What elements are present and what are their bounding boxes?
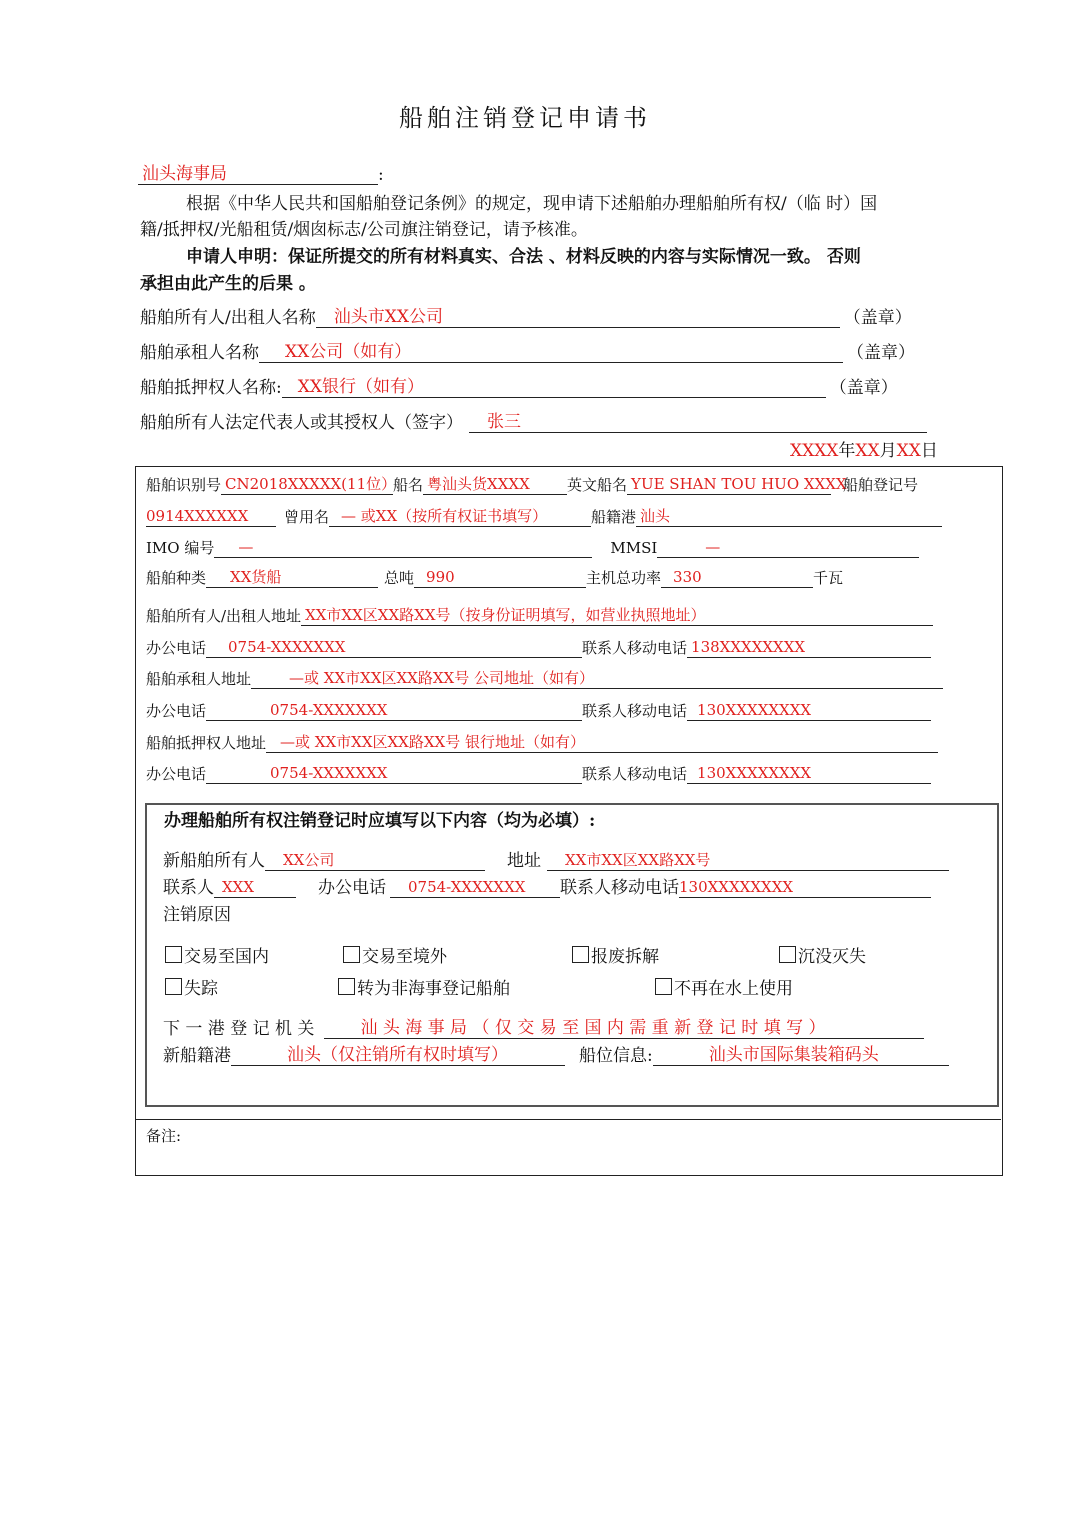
ship-type-label: 船舶种类 — [146, 569, 207, 587]
ship-row-8 — [146, 699, 931, 721]
ship-id-label: 船舶识别号 — [146, 476, 222, 494]
checkbox-icon[interactable] — [655, 978, 672, 995]
party-owner-field[interactable]: 汕头市XX公司 — [316, 306, 840, 328]
checkbox-icon[interactable] — [165, 946, 182, 963]
imo-field[interactable]: — — [214, 536, 592, 558]
new-owner-address-label: 地址 — [507, 851, 541, 871]
date-day[interactable]: XX — [896, 441, 921, 461]
party-lessee-label: 船舶承租人名称 — [140, 343, 259, 363]
ship-row-10 — [146, 762, 931, 784]
berth-label: 船位信息: — [579, 1046, 653, 1066]
ship-row-1 — [146, 473, 918, 495]
month-label: 月 — [879, 441, 897, 461]
reason-non-maritime[interactable] — [338, 974, 510, 999]
reason-trade-overseas[interactable] — [343, 942, 447, 967]
ship-id-field[interactable]: CN2018XXXXX(11位） — [221, 473, 393, 495]
year-label: 年 — [838, 441, 856, 461]
mmsi-field[interactable]: — — [657, 536, 919, 558]
reason-option-label: 不再在水上使用 — [674, 979, 793, 999]
lessee-tel-label: 办公电话 — [146, 702, 207, 720]
lessee-address-field[interactable]: —或 XX市XX区XX路XX号 公司地址（如有） — [251, 667, 943, 689]
owner-mobile-field[interactable]: 138XXXXXXXX — [687, 636, 931, 658]
reg-port-label: 船籍港 — [591, 508, 637, 526]
owner-tel-label: 办公电话 — [146, 639, 207, 657]
party-mortgagee-field[interactable]: XX银行（如有） — [282, 376, 826, 398]
ship-reg-field[interactable]: 0914XXXXXX — [146, 505, 276, 527]
mortgagee-mobile-label: 联系人移动电话 — [582, 765, 688, 783]
party-signatory-field[interactable]: 张三 — [469, 411, 927, 433]
ship-row-9 — [146, 731, 938, 753]
new-owner-address-field[interactable]: XX市XX区XX路XX号 — [547, 849, 949, 871]
new-owner-field[interactable]: XX公司 — [265, 849, 485, 871]
contact-label: 联系人 — [163, 878, 214, 898]
former-name-field[interactable]: — 或XX（按所有权证书填写） — [329, 505, 591, 527]
declaration-line-1: 申请人申明：保证所提交的所有材料真实、合法 、材料反映的内容与实际情况一致。 否则 — [186, 247, 861, 267]
seal-label: （盖章） — [829, 378, 898, 398]
ship-row-4 — [146, 566, 843, 588]
checkbox-icon[interactable] — [165, 978, 182, 995]
new-reg-port-row — [163, 1041, 949, 1066]
reason-label: 注销原因 — [163, 905, 231, 925]
party-lessee-field[interactable]: XX公司（如有） — [259, 341, 843, 363]
party-mortgagee — [140, 373, 898, 398]
intro-line-1: 根据《中华人民共和国船舶登记条例》的规定，现申请下述船舶办理船舶所有权/（临 时）国 — [186, 194, 878, 214]
reason-option-label: 沉没灭失 — [798, 947, 866, 967]
lessee-mobile-field[interactable]: 130XXXXXXXX — [687, 699, 931, 721]
reason-option-label: 交易至境外 — [362, 947, 447, 967]
owner-mobile-label: 联系人移动电话 — [582, 639, 688, 657]
ship-type-field[interactable]: XX货船 — [206, 566, 378, 588]
ship-name-label: 船名 — [393, 476, 424, 494]
mortgagee-mobile-field[interactable]: 130XXXXXXXX — [687, 762, 931, 784]
reason-missing[interactable] — [165, 974, 218, 999]
date-month[interactable]: XX — [855, 441, 880, 461]
lessee-mobile-label: 联系人移动电话 — [582, 702, 688, 720]
new-owner-tel-field[interactable]: 0754-XXXXXXX — [390, 876, 560, 898]
mortgagee-address-label: 船舶抵押权人地址 — [146, 734, 267, 752]
contact-field[interactable]: XXX — [214, 876, 296, 898]
mortgagee-tel-field[interactable]: 0754-XXXXXXX — [206, 762, 582, 784]
ownership-row-1 — [163, 846, 949, 871]
power-field[interactable]: 330 — [661, 566, 813, 588]
next-port-field[interactable]: 汕 头 海 事 局 （ 仅 交 易 至 国 内 需 重 新 登 记 时 填 写 ） — [324, 1017, 924, 1039]
owner-address-field[interactable]: XX市XX区XX路XX号（按身份证明填写，如营业执照地址） — [301, 604, 933, 626]
ship-row-5 — [146, 604, 933, 626]
seal-label: （盖章） — [843, 308, 912, 328]
new-reg-port-field[interactable]: 汕头（仅注销所有权时填写） — [231, 1044, 565, 1066]
reason-trade-domestic[interactable] — [165, 942, 269, 967]
ship-en-name-label: 英文船名 — [567, 476, 628, 494]
ship-name-field[interactable]: 粤汕头货XXXX — [423, 473, 567, 495]
gt-field[interactable]: 990 — [414, 566, 586, 588]
ownership-row-2 — [163, 873, 931, 898]
party-lessee — [140, 338, 915, 363]
reg-port-field[interactable]: 汕头 — [636, 505, 942, 527]
reason-no-water-use[interactable] — [655, 974, 793, 999]
next-port-label: 下 一 港 登 记 机 关 — [163, 1019, 315, 1039]
former-name-label: 曾用名 — [284, 508, 330, 526]
reason-option-label: 失踪 — [184, 979, 218, 999]
date-line — [790, 436, 938, 461]
lessee-address-label: 船舶承租人地址 — [146, 670, 252, 688]
new-owner-mobile-label: 联系人移动电话 — [560, 878, 679, 898]
mmsi-label: MMSI — [610, 539, 658, 557]
ship-row-6 — [146, 636, 931, 658]
checkbox-icon[interactable] — [779, 946, 796, 963]
gt-label: 总吨 — [384, 569, 415, 587]
power-unit: 千瓦 — [813, 569, 844, 587]
reason-option-label: 交易至国内 — [184, 947, 269, 967]
checkbox-icon[interactable] — [343, 946, 360, 963]
intro-line-2: 籍/抵押权/光船租赁/烟囱标志/公司旗注销登记，请予核准。 — [140, 220, 588, 240]
remarks-divider — [135, 1119, 1001, 1120]
party-owner — [140, 303, 912, 328]
ship-row-2 — [146, 505, 942, 527]
party-mortgagee-label: 船舶抵押权人名称: — [140, 378, 282, 398]
day-label: 日 — [920, 441, 938, 461]
ship-row-3 — [146, 536, 919, 558]
seal-label: （盖章） — [847, 343, 915, 363]
remarks-label: 备注: — [146, 1127, 182, 1145]
date-year[interactable]: XXXX — [790, 441, 839, 461]
next-port-row — [163, 1014, 924, 1039]
ownership-heading: 办理船舶所有权注销登记时应填写以下内容（均为必填）: — [164, 811, 596, 831]
ship-row-7 — [146, 667, 943, 689]
page-title: 船舶注销登记申请书 — [399, 104, 651, 132]
owner-address-label: 船舶所有人/出租人地址 — [146, 607, 302, 625]
mortgagee-tel-label: 办公电话 — [146, 765, 207, 783]
checkbox-icon[interactable] — [572, 946, 589, 963]
ship-en-name-field[interactable]: YUE SHAN TOU HUO XXXX — [627, 473, 831, 495]
checkbox-icon[interactable] — [338, 978, 355, 995]
power-label: 主机总功率 — [586, 569, 662, 587]
reason-option-label: 报废拆解 — [591, 947, 659, 967]
new-reg-port-label: 新船籍港 — [163, 1046, 231, 1066]
new-owner-tel-label: 办公电话 — [318, 878, 386, 898]
reason-option-label: 转为非海事登记船舶 — [357, 979, 510, 999]
colon: : — [378, 165, 384, 185]
reason-sunk[interactable] — [779, 942, 866, 967]
authority-line — [138, 163, 384, 185]
party-owner-label: 船舶所有人/出租人名称 — [140, 308, 316, 328]
party-signatory-label: 船舶所有人法定代表人或其授权人（签字） — [140, 413, 463, 433]
mortgagee-address-field[interactable]: —或 XX市XX区XX路XX号 银行地址（如有） — [266, 731, 938, 753]
authority-field[interactable]: 汕头海事局 — [138, 163, 378, 185]
new-owner-mobile-field[interactable]: 130XXXXXXXX — [679, 876, 931, 898]
declaration-line-2: 承担由此产生的后果 。 — [140, 274, 316, 294]
ship-reg-label: 船舶登记号 — [843, 476, 919, 494]
berth-field[interactable]: 汕头市国际集装箱码头 — [653, 1044, 949, 1066]
imo-label: IMO 编号 — [146, 539, 215, 557]
owner-tel-field[interactable]: 0754-XXXXXXX — [206, 636, 582, 658]
party-signatory — [140, 408, 927, 433]
new-owner-label: 新船舶所有人 — [163, 851, 265, 871]
lessee-tel-field[interactable]: 0754-XXXXXXX — [206, 699, 582, 721]
reason-scrapped[interactable] — [572, 942, 659, 967]
